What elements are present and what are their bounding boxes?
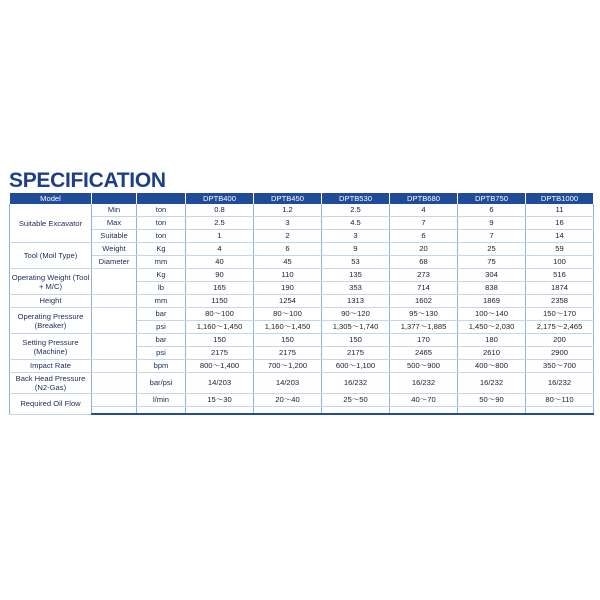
value-cell: 25 [458,243,526,256]
value-cell: 25～50 [322,394,390,407]
empty-cell [390,407,458,415]
value-cell: 2465 [390,347,458,360]
table-row-setting-pressure-bar [10,334,594,347]
param-cell: Suitable [92,230,137,243]
header-model-3: DPTB530 [322,193,390,204]
value-cell: 165 [186,282,254,295]
specification-table [9,193,594,415]
header-model: Model [10,193,92,204]
unit-cell: Kg [137,269,186,282]
header-model-5: DPTB750 [458,193,526,204]
value-cell: 80～110 [526,394,594,407]
value-cell: 0.8 [186,204,254,217]
value-cell: 68 [390,256,458,269]
value-cell: 1,160～1,450 [186,321,254,334]
value-cell: 7 [390,217,458,230]
value-cell: 170 [390,334,458,347]
value-cell: 59 [526,243,594,256]
empty-cell [186,407,254,415]
value-cell: 1,160～1,450 [254,321,322,334]
header-unit [137,193,186,204]
unit-cell: mm [137,295,186,308]
value-cell: 1602 [390,295,458,308]
value-cell: 2 [254,230,322,243]
value-cell: 50～90 [458,394,526,407]
table-row-excavator-min [10,204,594,217]
value-cell: 14/203 [186,373,254,394]
param-cell-empty [92,373,137,394]
value-cell: 800～1,400 [186,360,254,373]
empty-cell [254,407,322,415]
empty-cell [526,407,594,415]
value-cell: 2175 [186,347,254,360]
table-row-tool-diameter [10,256,594,269]
value-cell: 4.5 [322,217,390,230]
value-cell: 200 [526,334,594,347]
value-cell: 2,175～2,465 [526,321,594,334]
value-cell: 4 [186,243,254,256]
value-cell: 45 [254,256,322,269]
table-row-operating-weight-kg [10,269,594,282]
header-row [10,193,594,204]
value-cell: 1 [186,230,254,243]
unit-cell: bpm [137,360,186,373]
value-cell: 3 [254,217,322,230]
empty-cell [92,407,137,415]
value-cell: 353 [322,282,390,295]
value-cell: 190 [254,282,322,295]
row-label-setting-pressure: Setting Pressure (Machine) [10,334,92,360]
param-cell-empty [92,360,137,373]
value-cell: 90～120 [322,308,390,321]
unit-cell: psi [137,347,186,360]
value-cell: 4 [390,204,458,217]
value-cell: 400～800 [458,360,526,373]
table-row-height [10,295,594,308]
empty-cell [322,407,390,415]
value-cell: 2175 [322,347,390,360]
table-row-tool-weight [10,243,594,256]
value-cell: 6 [254,243,322,256]
value-cell: 80～100 [254,308,322,321]
value-cell: 20 [390,243,458,256]
value-cell: 700～1,200 [254,360,322,373]
value-cell: 20～40 [254,394,322,407]
value-cell: 7 [458,230,526,243]
unit-cell: Kg [137,243,186,256]
param-cell-empty [92,269,137,295]
row-label-operating-weight: Operating Weight (Tool + M/C) [10,269,92,295]
param-cell: Min [92,204,137,217]
value-cell: 304 [458,269,526,282]
unit-cell: bar/psi [137,373,186,394]
table-row-back-head-pressure [10,373,594,394]
value-cell: 11 [526,204,594,217]
value-cell: 16/232 [526,373,594,394]
value-cell: 90 [186,269,254,282]
page-title: SPECIFICATION [9,169,166,192]
value-cell: 15～30 [186,394,254,407]
param-cell-empty [92,394,137,407]
value-cell: 6 [458,204,526,217]
row-label-tool: Tool (Moil Type) [10,243,92,269]
header-model-6: DPTB1000 [526,193,594,204]
header-model-2: DPTB450 [254,193,322,204]
row-label-height: Height [10,295,92,308]
value-cell: 9 [458,217,526,230]
value-cell: 2.5 [186,217,254,230]
value-cell: 516 [526,269,594,282]
value-cell: 1869 [458,295,526,308]
value-cell: 1254 [254,295,322,308]
row-label-excavator: Suitable Excavator [10,204,92,243]
table-row-spacer [10,407,594,415]
header-model-4: DPTB680 [390,193,458,204]
header-param [92,193,137,204]
param-cell: Max [92,217,137,230]
row-label-operating-pressure: Operating Pressure (Breaker) [10,308,92,334]
value-cell: 95～130 [390,308,458,321]
value-cell: 16/232 [322,373,390,394]
value-cell: 135 [322,269,390,282]
value-cell: 180 [458,334,526,347]
value-cell: 1,305～1,740 [322,321,390,334]
value-cell: 1874 [526,282,594,295]
row-label-oil-flow: Required Oil Flow [10,394,92,415]
table-row-oil-flow [10,394,594,407]
value-cell: 2175 [254,347,322,360]
value-cell: 600～1,100 [322,360,390,373]
param-cell: Diameter [92,256,137,269]
value-cell: 40 [186,256,254,269]
unit-cell: ton [137,230,186,243]
unit-cell: lb [137,282,186,295]
value-cell: 150 [186,334,254,347]
param-cell: Weight [92,243,137,256]
value-cell: 6 [390,230,458,243]
value-cell: 53 [322,256,390,269]
value-cell: 1,450～2,030 [458,321,526,334]
value-cell: 150～170 [526,308,594,321]
row-label-impact-rate: Impact Rate [10,360,92,373]
value-cell: 714 [390,282,458,295]
header-model-1: DPTB400 [186,193,254,204]
value-cell: 150 [254,334,322,347]
value-cell: 2900 [526,347,594,360]
value-cell: 14 [526,230,594,243]
value-cell: 1313 [322,295,390,308]
value-cell: 273 [390,269,458,282]
value-cell: 838 [458,282,526,295]
empty-cell [137,407,186,415]
value-cell: 2610 [458,347,526,360]
value-cell: 14/203 [254,373,322,394]
unit-cell: ton [137,204,186,217]
unit-cell: psi [137,321,186,334]
param-cell-empty [92,295,137,308]
value-cell: 100～140 [458,308,526,321]
value-cell: 2358 [526,295,594,308]
row-label-back-head-pressure: Back Head Pressure (N2-Gas) [10,373,92,394]
table-row-excavator-suitable [10,230,594,243]
value-cell: 2.5 [322,204,390,217]
param-cell-empty [92,334,137,360]
table-row-impact-rate [10,360,594,373]
value-cell: 40～70 [390,394,458,407]
value-cell: 110 [254,269,322,282]
unit-cell: ton [137,217,186,230]
value-cell: 1.2 [254,204,322,217]
empty-cell [458,407,526,415]
value-cell: 100 [526,256,594,269]
unit-cell: bar [137,334,186,347]
value-cell: 16 [526,217,594,230]
value-cell: 16/232 [390,373,458,394]
value-cell: 75 [458,256,526,269]
param-cell-empty [92,308,137,334]
value-cell: 1,377～1,885 [390,321,458,334]
unit-cell: mm [137,256,186,269]
value-cell: 500～900 [390,360,458,373]
value-cell: 350～700 [526,360,594,373]
value-cell: 3 [322,230,390,243]
value-cell: 150 [322,334,390,347]
value-cell: 9 [322,243,390,256]
unit-cell: l/min [137,394,186,407]
value-cell: 16/232 [458,373,526,394]
value-cell: 80～100 [186,308,254,321]
table-row-excavator-max [10,217,594,230]
value-cell: 1150 [186,295,254,308]
unit-cell: bar [137,308,186,321]
table-row-operating-pressure-bar [10,308,594,321]
